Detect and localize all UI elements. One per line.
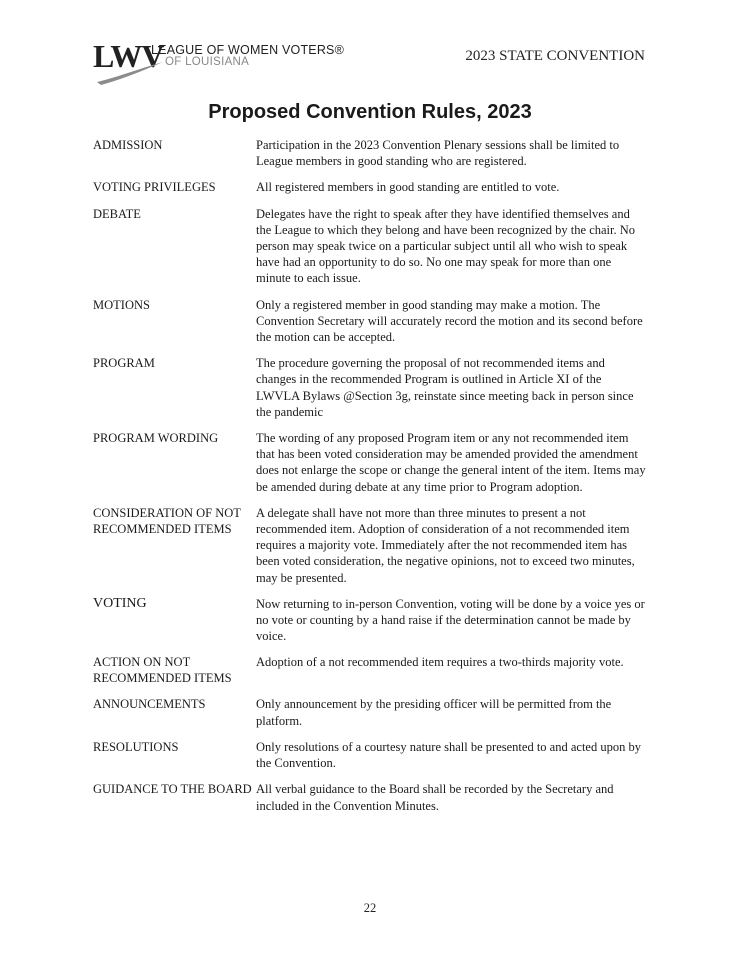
rule-action <box>93 654 648 686</box>
rule-term: ADMISSION <box>93 138 163 152</box>
rule-resolutions <box>93 739 648 771</box>
rule-term: ANNOUNCEMENTS <box>93 697 206 712</box>
rule-program-wording <box>93 430 648 495</box>
lwv-logo <box>93 38 344 88</box>
rule-program <box>93 355 648 420</box>
rule-voting <box>93 596 648 645</box>
rule-term: DEBATE <box>93 206 141 221</box>
rule-text: Delegates have the right to speak after they have identified themselves and the League to which they belong and have been recognized by the chair. No person may speak twice on a particular subject until all who wish to speak have had an opportunity to do so. No one may speak for more than one minute to each issue. <box>256 206 636 286</box>
rule-motions <box>93 297 648 346</box>
rule-text: Only announcement by the presiding officer will be permitted from the platform. <box>256 697 612 728</box>
rule-term: VOTING <box>93 595 147 611</box>
rule-text: The procedure governing the proposal of not recommended items and changes in the recommended Program is outlined in Article XI of the LWVLA Bylaws @Section 3g, reinstate since meeting back in person since the pandemic <box>256 356 634 419</box>
rule-term: PROGRAM WORDING <box>93 431 219 446</box>
rule-admission <box>93 137 648 169</box>
logo-letters: LWV <box>93 38 164 74</box>
rule-term: CONSIDERATION OF NOT RECOMMENDED ITEMS <box>93 505 241 536</box>
rule-text: A delegate shall have not more than three minutes to present a not recommended item. Adoption of consideration of a not recommended item requires a majority vote. Immediately after the not recommended item has been voted consideration, the negative opinions, not to exceed two minutes, may be presented. <box>256 505 635 585</box>
rule-text: Only a registered member in good standing may make a motion. The Convention Secretary will accurately record the motion and its second before the motion can be accepted. <box>256 297 643 345</box>
rule-text: Participation in the 2023 Convention Plenary sessions shall be limited to League members in good standing who are registered. <box>256 138 620 169</box>
page-header <box>93 40 645 90</box>
swoosh-icon <box>95 60 165 86</box>
page-number: 22 <box>363 901 377 915</box>
rule-consideration <box>93 505 648 586</box>
rule-term: VOTING PRIVILEGES <box>93 180 216 195</box>
rule-text: Only resolutions of a courtesy nature shall be presented to and acted upon by the Convention. <box>256 739 641 771</box>
rule-term: ACTION ON NOT RECOMMENDED ITEMS <box>93 655 232 686</box>
rule-term: RESOLUTIONS <box>93 739 179 754</box>
rule-text: Now returning to in-person Convention, voting will be done by a voice yes or no vote or counting by a hand raise if the determination cannot be made by voice. <box>256 596 645 644</box>
rule-text: All verbal guidance to the Board shall be recorded by the Secretary and included in the Convention Minutes. <box>256 782 614 813</box>
rule-text: All registered members in good standing are entitled to vote. <box>256 180 560 195</box>
rule-term: PROGRAM <box>93 356 155 371</box>
rule-term: MOTIONS <box>93 297 150 312</box>
event-title: 2023 STATE CONVENTION <box>465 48 645 64</box>
rule-term: GUIDANCE TO THE BOARD <box>93 782 252 797</box>
org-chapter: OF LOUISIANA <box>165 56 250 68</box>
rules-list <box>93 137 648 824</box>
rule-text: The wording of any proposed Program item or any not recommended item that has been voted consideration may be amended provided the amendment does not enlarge the scope or change the general intent of the item. Items may be amended during debate at any time prior to Program adoption. <box>256 431 646 494</box>
page-title: Proposed Convention Rules, 2023 <box>208 101 532 123</box>
rule-guidance <box>93 781 648 813</box>
rule-text: Adoption of a not recommended item requires a two-thirds majority vote. <box>256 655 624 670</box>
rule-debate <box>93 206 648 287</box>
org-name: LEAGUE OF WOMEN VOTERS® <box>151 43 344 57</box>
rule-announcements <box>93 696 648 728</box>
rule-voting-privileges <box>93 179 648 195</box>
